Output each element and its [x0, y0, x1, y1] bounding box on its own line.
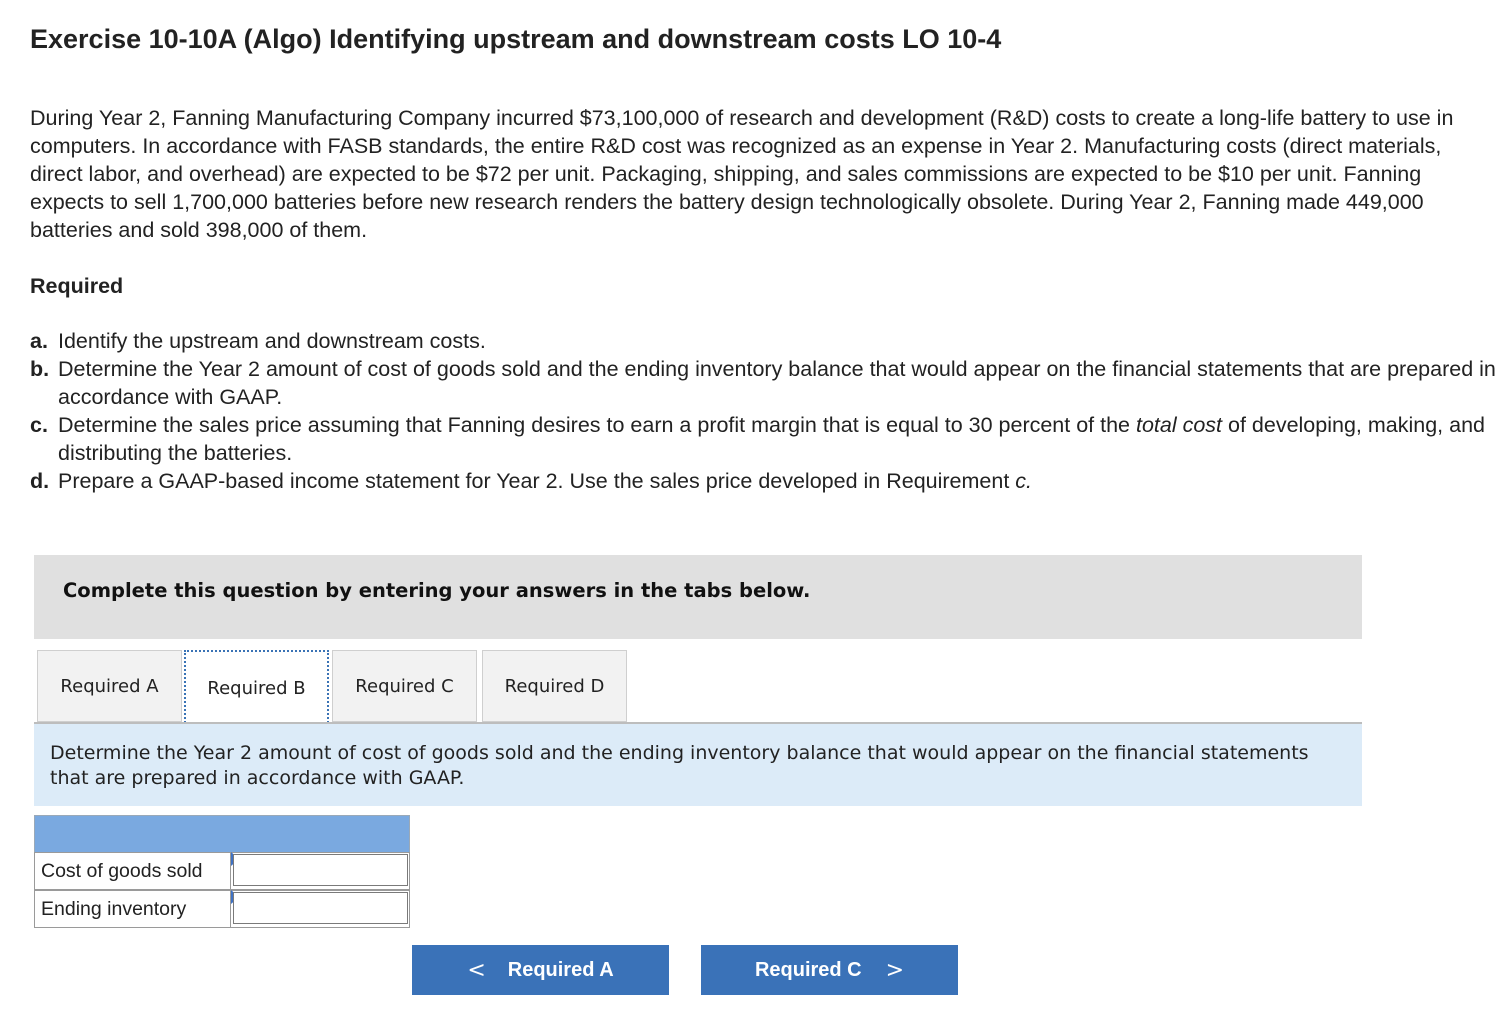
answer-cell: [230, 890, 411, 928]
chevron-left-icon: <: [467, 957, 486, 983]
tab-required-d[interactable]: Required D: [482, 650, 627, 722]
requirement-b: [30, 355, 1500, 411]
answer-table-header: [34, 815, 410, 853]
previous-tab-button[interactable]: [412, 945, 669, 995]
next-tab-label: Required C: [754, 958, 862, 981]
requirement-text-after: of developing, making, and distributing the batteries.: [58, 413, 1485, 465]
problem-description: During Year 2, Fanning Manufacturing Company incurred $73,100,000 of research and development (R&D) costs to create a long-life battery to use in computers. In accordance with FASB standards, the entire R&D cost was recognized as an expense in Year 2. Manufacturing costs (direct materials, direct labor, and overhead) are expected to be $72 per unit. Packaging, shipping, and sales commissions are expected to be $10 per unit. Fanning expects to sell 1,700,000 batteries before new research renders the battery design technologically obsolete. During Year 2, Fanning made 449,000 batteries and sold 398,000 of them.: [30, 106, 1454, 242]
requirement-text: Prepare a GAAP-based income statement for Year 2. Use the sales price developed in Requirement: [58, 469, 1016, 493]
requirements-list: [30, 327, 1500, 495]
requirement-letter: b.: [30, 357, 50, 381]
requirement-text: Identify the upstream and downstream costs.: [58, 329, 486, 353]
table-row-ending-inventory: [34, 890, 410, 928]
requirement-text: Determine the Year 2 amount of cost of goods sold and the ending inventory balance that would appear on the financial statements that are prepared in accordance with GAAP.: [58, 357, 1496, 409]
requirement-letter: a.: [30, 329, 48, 353]
tab-required-b[interactable]: Required B: [184, 650, 329, 726]
instruction-text: Complete this question by entering your answers in the tabs below.: [63, 579, 811, 602]
tab-required-c[interactable]: Required C: [332, 650, 477, 722]
requirement-letter: d.: [30, 469, 50, 493]
answer-cell: [230, 852, 411, 890]
requirement-c: [30, 411, 1500, 467]
row-label: Ending inventory: [41, 898, 187, 920]
cost-of-goods-sold-input[interactable]: [233, 854, 408, 886]
requirement-text: Determine the sales price assuming that Fanning desires to earn a profit margin that is equal to 30 percent of the: [58, 413, 1136, 437]
instruction-banner: [34, 555, 1362, 639]
requirement-letter: c.: [30, 413, 48, 437]
exercise-title: Exercise 10-10A (Algo) Identifying upstream and downstream costs LO 10-4: [30, 24, 1002, 54]
tab-prompt-text: Determine the Year 2 amount of cost of goods sold and the ending inventory balance that would appear on the financial statements that are prepared in accordance with GAAP.: [50, 742, 1309, 789]
previous-tab-label: Required A: [507, 958, 614, 981]
row-label: Cost of goods sold: [41, 860, 203, 882]
table-row-cost-of-goods-sold: [34, 852, 410, 890]
next-tab-button[interactable]: [701, 945, 958, 995]
tab-prompt-panel: [34, 724, 1362, 806]
chevron-right-icon: >: [885, 957, 905, 983]
required-heading: Required: [30, 274, 124, 298]
requirement-a: [30, 327, 1500, 355]
tab-required-a[interactable]: Required A: [37, 650, 182, 722]
requirement-d: [30, 467, 1500, 495]
ending-inventory-input[interactable]: [233, 892, 408, 924]
requirement-emphasis: c.: [1015, 469, 1033, 493]
requirement-emphasis: total cost: [1135, 413, 1223, 437]
